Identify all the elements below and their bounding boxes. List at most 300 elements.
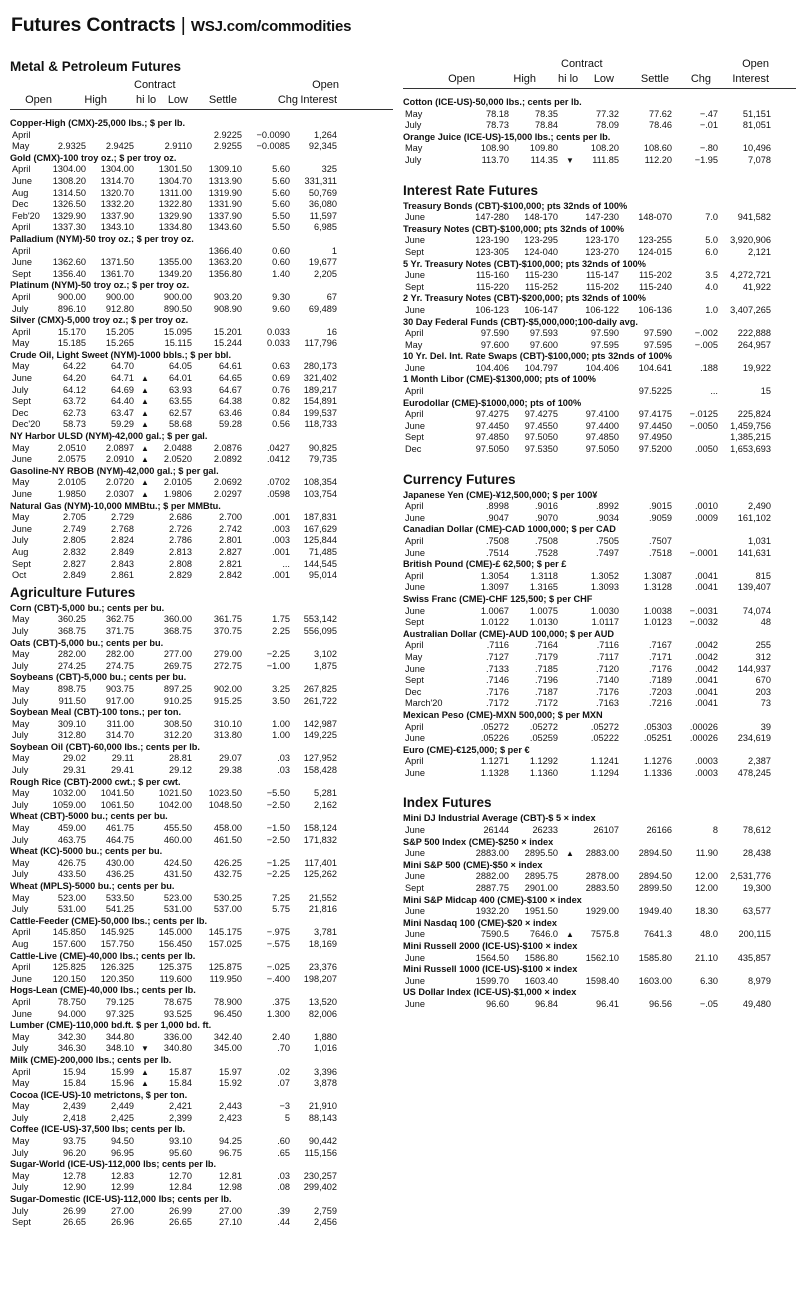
chg-value: −.975 bbox=[266, 927, 290, 938]
low-value: 2.813 bbox=[169, 546, 192, 557]
contract-month: Oct bbox=[12, 570, 27, 581]
contract-title: Crude Oil, Light Sweet (NYM)-1000 bbls.; $ per bbl. bbox=[10, 349, 232, 360]
contract-month: May bbox=[405, 339, 423, 350]
high-value: .9016 bbox=[535, 501, 558, 512]
open-interest-value: 73 bbox=[760, 698, 771, 709]
low-value: 277.00 bbox=[163, 649, 192, 660]
chg-value: −2.50 bbox=[266, 834, 290, 845]
chg-value: −5.50 bbox=[266, 788, 290, 799]
chg-value: 5.0 bbox=[705, 235, 718, 246]
chg-value: 5.60 bbox=[272, 164, 290, 175]
contract-month: July bbox=[12, 799, 29, 810]
high-value: 96.95 bbox=[111, 1147, 134, 1158]
chg-value: .0010 bbox=[695, 501, 718, 512]
open-value: 29.02 bbox=[63, 753, 86, 764]
high-value: 63.47 bbox=[111, 407, 134, 418]
contract-title: British Pound (CME)-£ 62,500; $ per £ bbox=[403, 559, 567, 570]
table-row bbox=[403, 305, 796, 317]
open-interest-value: 321,402 bbox=[303, 373, 337, 384]
contract-month: Aug bbox=[12, 546, 29, 557]
contract-block bbox=[10, 1055, 393, 1090]
open-interest-value: 203 bbox=[755, 686, 771, 697]
low-value: 63.93 bbox=[169, 384, 192, 395]
table-row bbox=[10, 443, 393, 455]
contract-title: Platinum (NYM)-50 troy oz.; $ per troy oz. bbox=[10, 280, 190, 291]
settle-value: .7216 bbox=[649, 698, 672, 709]
open-interest-value: 2,162 bbox=[314, 799, 337, 810]
contract-month: June bbox=[12, 454, 32, 465]
table-row bbox=[10, 893, 393, 905]
table-row bbox=[10, 1101, 393, 1113]
settle-value: 106-136 bbox=[638, 304, 672, 315]
contract-month: April bbox=[12, 1066, 31, 1077]
low-value: 78.09 bbox=[596, 120, 619, 131]
open-value: 2.749 bbox=[63, 523, 86, 534]
contract-block bbox=[403, 860, 796, 895]
high-value: .7179 bbox=[535, 651, 558, 662]
chg-value: 1.00 bbox=[272, 718, 290, 729]
site-link[interactable]: WSJ.com/commodities bbox=[190, 18, 352, 35]
contract-block bbox=[10, 638, 393, 673]
table-row bbox=[10, 626, 393, 638]
open-value: 2.832 bbox=[63, 546, 86, 557]
settle-value: 2.842 bbox=[219, 570, 242, 581]
chg-value: .70 bbox=[277, 1043, 290, 1054]
column-header-high: High bbox=[513, 73, 536, 85]
table-row bbox=[10, 1136, 393, 1148]
open-interest-value: 261,722 bbox=[303, 695, 337, 706]
contract-month: July bbox=[12, 535, 29, 546]
contract-month: May bbox=[12, 823, 30, 834]
contract-month: April bbox=[405, 721, 424, 732]
settle-value: 94.25 bbox=[219, 1136, 242, 1147]
left-column bbox=[10, 56, 393, 1229]
settle-value: 119.950 bbox=[209, 973, 242, 984]
contract-month: Aug bbox=[12, 187, 29, 198]
open-value: 115-160 bbox=[475, 270, 509, 281]
contract-month: May bbox=[12, 857, 30, 868]
settle-value: 458.00 bbox=[213, 823, 242, 834]
high-value: 123-295 bbox=[524, 235, 558, 246]
high-value: 64.70 bbox=[111, 361, 134, 372]
settle-value: 2.700 bbox=[219, 512, 242, 523]
table-row bbox=[403, 328, 796, 340]
contract-month: Sept bbox=[12, 268, 31, 279]
settle-value: 112.20 bbox=[644, 154, 672, 165]
contract-title: Coffee (ICE-US)-37,500 lbs; cents per lb. bbox=[10, 1124, 186, 1135]
high-value: 436.25 bbox=[105, 869, 134, 880]
high-value: 2.849 bbox=[111, 546, 134, 557]
contract-month: July bbox=[405, 154, 422, 165]
open-value: .9047 bbox=[486, 512, 509, 523]
open-value: 15.84 bbox=[63, 1078, 86, 1089]
settle-value: 1313.90 bbox=[208, 175, 242, 186]
table-row bbox=[10, 800, 393, 812]
table-row bbox=[403, 582, 796, 594]
open-interest-value: 2,456 bbox=[314, 1217, 337, 1228]
open-interest-value: 23,376 bbox=[308, 962, 337, 973]
settle-value: 1.3087 bbox=[643, 570, 672, 581]
column-header-open-top: Open bbox=[742, 58, 769, 70]
open-value: 1329.90 bbox=[52, 210, 86, 221]
contract-month: April bbox=[12, 326, 31, 337]
settle-value: 1.0123 bbox=[643, 617, 672, 628]
open-interest-value: 225,824 bbox=[737, 409, 771, 420]
table-row bbox=[10, 477, 393, 489]
high-value: 1361.70 bbox=[100, 268, 134, 279]
contract-title: NY Harbor ULSD (NYM)-42,000 gal.; $ per gal. bbox=[10, 431, 208, 442]
settle-value: 115-202 bbox=[638, 270, 672, 281]
open-value: 64.12 bbox=[63, 384, 86, 395]
table-row bbox=[403, 155, 796, 167]
chg-value: .0427 bbox=[267, 442, 290, 453]
contract-month: May bbox=[12, 788, 30, 799]
contract-month: June bbox=[405, 952, 425, 963]
column-header-hilo: hi lo bbox=[136, 94, 157, 106]
open-interest-value: 264,957 bbox=[737, 339, 771, 350]
open-interest-value: 36,080 bbox=[308, 199, 337, 210]
chg-value: 1.75 bbox=[272, 614, 290, 625]
high-value: 2.861 bbox=[111, 570, 134, 581]
chg-value: .0041 bbox=[695, 698, 718, 709]
open-value: .7127 bbox=[486, 651, 509, 662]
contract-block bbox=[10, 1159, 393, 1194]
contract-month: April bbox=[405, 536, 424, 546]
high-value: 1371.50 bbox=[100, 257, 134, 268]
contract-high-arrow-icon: ▲ bbox=[141, 420, 149, 430]
contract-month: July bbox=[12, 384, 29, 395]
table-row bbox=[403, 652, 796, 664]
contract-block bbox=[403, 293, 796, 316]
contract-month: May bbox=[12, 442, 30, 453]
settle-value: 1585.80 bbox=[638, 952, 672, 963]
settle-value: 64.61 bbox=[219, 361, 242, 372]
open-value: 309.10 bbox=[57, 718, 86, 729]
column-header-interest: Interest bbox=[732, 73, 769, 85]
table-row bbox=[10, 1078, 393, 1090]
low-value: 7575.8 bbox=[590, 929, 619, 940]
table-row bbox=[403, 444, 796, 456]
settle-value: 1337.90 bbox=[208, 210, 242, 221]
high-value: 464.75 bbox=[105, 834, 134, 845]
high-value: 282.00 bbox=[105, 649, 134, 660]
chg-value: 7.0 bbox=[705, 212, 718, 223]
open-value: 29.31 bbox=[63, 765, 86, 776]
table-row bbox=[403, 536, 796, 548]
open-value: .7133 bbox=[486, 663, 509, 674]
chg-value: .003 bbox=[272, 535, 290, 546]
high-value: .05272 bbox=[529, 721, 558, 732]
open-interest-value: 1,016 bbox=[314, 1043, 337, 1054]
table-row bbox=[10, 361, 393, 373]
table-row bbox=[10, 823, 393, 835]
contract-month: May bbox=[12, 477, 30, 488]
high-value: 1337.90 bbox=[100, 210, 134, 221]
table-row bbox=[403, 825, 796, 837]
contract-month: Dec'20 bbox=[12, 419, 41, 430]
high-value: 1304.00 bbox=[100, 164, 134, 175]
high-value: 115-230 bbox=[524, 270, 558, 281]
chg-value: 7.25 bbox=[272, 892, 290, 903]
high-value: 120.350 bbox=[100, 973, 134, 984]
settle-value: 1366.40 bbox=[208, 245, 242, 256]
table-row bbox=[403, 409, 796, 421]
open-interest-value: 3,781 bbox=[314, 927, 337, 938]
contract-month: Sept bbox=[12, 396, 31, 407]
table-row bbox=[10, 1217, 393, 1229]
contract-block bbox=[10, 985, 393, 1020]
settle-value: .7171 bbox=[649, 651, 672, 662]
settle-value: 2.0297 bbox=[213, 489, 242, 499]
contract-month: April bbox=[12, 164, 31, 175]
open-value: 97.590 bbox=[480, 328, 509, 339]
table-row bbox=[10, 188, 393, 200]
contract-block bbox=[403, 594, 796, 629]
contract-title: Mini DJ Industrial Average (CBT)-$ 5 × index bbox=[403, 813, 596, 824]
open-interest-value: 2,759 bbox=[314, 1205, 337, 1216]
chg-value: −.05 bbox=[699, 998, 718, 1009]
open-value: 1.9850 bbox=[57, 489, 86, 499]
open-value: 58.73 bbox=[63, 419, 86, 430]
open-interest-value: 189,217 bbox=[303, 384, 337, 395]
open-interest-value: 267,825 bbox=[303, 683, 337, 694]
contract-high-arrow-icon: ▲ bbox=[141, 443, 149, 453]
table-row bbox=[10, 164, 393, 176]
chg-value: .0042 bbox=[695, 663, 718, 674]
high-value: 1.1292 bbox=[529, 756, 558, 767]
settle-value: 108.60 bbox=[643, 143, 672, 154]
settle-value: 96.75 bbox=[219, 1147, 242, 1158]
open-value: 64.22 bbox=[63, 361, 86, 372]
contract-high-arrow-icon: ▲ bbox=[566, 930, 574, 940]
contract-month: April bbox=[405, 640, 424, 651]
chg-value: 5.60 bbox=[272, 199, 290, 210]
contract-month: June bbox=[405, 733, 425, 744]
open-interest-value: 4,272,721 bbox=[730, 270, 771, 281]
settle-value: 530.25 bbox=[213, 892, 242, 903]
low-value: 119.600 bbox=[159, 973, 192, 984]
chg-value: 48.0 bbox=[700, 929, 718, 940]
table-row bbox=[10, 524, 393, 536]
column-header-chg: Chg bbox=[690, 73, 711, 85]
table-row bbox=[10, 269, 393, 281]
settle-value: 7641.3 bbox=[643, 929, 672, 940]
high-value: 2,449 bbox=[111, 1101, 134, 1112]
contract-block bbox=[10, 280, 393, 315]
chg-value: 0.56 bbox=[272, 419, 290, 430]
high-value: 97.600 bbox=[529, 339, 558, 350]
open-interest-value: 19,677 bbox=[308, 257, 337, 268]
contract-block bbox=[10, 951, 393, 986]
chg-value: 4.0 bbox=[705, 281, 718, 292]
chg-value: .08 bbox=[277, 1182, 290, 1193]
table-row bbox=[403, 143, 796, 155]
high-value: .7164 bbox=[535, 640, 558, 651]
open-value: 2,439 bbox=[63, 1101, 86, 1112]
contract-high-arrow-icon: ▲ bbox=[141, 490, 149, 499]
chg-value: ... bbox=[282, 558, 290, 569]
contract-month: Sept bbox=[405, 281, 424, 292]
settle-value: 279.00 bbox=[213, 649, 242, 660]
chg-value: 0.63 bbox=[272, 361, 290, 372]
contract-high-arrow-icon: ▲ bbox=[566, 849, 574, 859]
open-value: 78.73 bbox=[486, 120, 509, 131]
low-value: .8992 bbox=[596, 501, 619, 512]
table-row bbox=[403, 501, 796, 513]
table-row bbox=[403, 340, 796, 352]
open-value: 123-190 bbox=[475, 235, 509, 246]
open-value: 531.00 bbox=[57, 904, 86, 915]
contract-block bbox=[10, 466, 393, 501]
settle-value: 908.90 bbox=[213, 303, 242, 314]
chg-value: −2.25 bbox=[266, 649, 290, 660]
contract-title: Natural Gas (NYM)-10,000 MMBtu.; $ per MMBtu. bbox=[10, 500, 221, 511]
open-interest-value: 41,922 bbox=[742, 281, 771, 292]
chg-value: .44 bbox=[277, 1217, 290, 1228]
settle-value: 310.10 bbox=[213, 718, 242, 729]
chg-value: .60 bbox=[277, 1136, 290, 1147]
chg-value: 5.75 bbox=[272, 904, 290, 915]
high-value: 2.824 bbox=[111, 535, 134, 546]
open-interest-value: 198,207 bbox=[303, 973, 337, 984]
low-value: 1334.80 bbox=[158, 222, 192, 233]
low-value: 424.50 bbox=[163, 857, 192, 868]
settle-value: 59.28 bbox=[219, 419, 242, 430]
low-value: 63.55 bbox=[169, 396, 192, 407]
table-row bbox=[10, 246, 393, 258]
contract-month: June bbox=[405, 767, 425, 778]
high-value: 1.3165 bbox=[529, 582, 558, 593]
high-value: .7172 bbox=[535, 698, 558, 709]
contract-block bbox=[403, 837, 796, 860]
open-interest-value: 167,629 bbox=[303, 523, 337, 534]
high-value: 461.75 bbox=[105, 823, 134, 834]
open-interest-value: 478,245 bbox=[737, 767, 771, 778]
high-value: 26.96 bbox=[111, 1217, 134, 1228]
open-interest-value: 15 bbox=[760, 386, 771, 397]
column-header bbox=[10, 77, 393, 118]
chg-value: 2.25 bbox=[272, 625, 290, 636]
contract-month: June bbox=[12, 257, 32, 268]
chg-value: .0003 bbox=[695, 756, 718, 767]
section-title: Index Futures bbox=[403, 795, 492, 811]
settle-value: 97.4950 bbox=[638, 432, 672, 443]
settle-value: 1331.90 bbox=[208, 199, 242, 210]
contract-high-arrow-icon: ▲ bbox=[141, 397, 149, 407]
high-value: 2.0897 bbox=[105, 442, 134, 453]
contract-month: June bbox=[405, 871, 425, 882]
chg-value: .0598 bbox=[267, 489, 290, 499]
section-title: Interest Rate Futures bbox=[403, 182, 539, 198]
open-value: 312.80 bbox=[57, 730, 86, 741]
low-value: 1311.00 bbox=[159, 187, 192, 198]
low-value: 523.00 bbox=[163, 892, 192, 903]
high-value: 1586.80 bbox=[524, 952, 558, 963]
chg-value: .0041 bbox=[695, 686, 718, 697]
low-value: 336.00 bbox=[163, 1031, 192, 1042]
contract-month: July bbox=[12, 303, 29, 314]
open-interest-value: 8,979 bbox=[748, 975, 771, 986]
settle-value: 125.875 bbox=[208, 962, 242, 973]
contract-month: April bbox=[405, 409, 424, 420]
contract-block bbox=[403, 559, 796, 594]
chg-value: −.0050 bbox=[689, 420, 718, 431]
settle-value: 97.595 bbox=[643, 339, 672, 350]
contract-title: Japanese Yen (CME)-¥12,500,000; $ per 100¥ bbox=[403, 489, 598, 500]
page-title: Futures Contracts | WSJ.com/commodities bbox=[11, 14, 352, 36]
table-row bbox=[403, 571, 796, 583]
contract-title: Mexican Peso (CME)-MXN 500,000; $ per MXN bbox=[403, 709, 603, 720]
chg-value: .65 bbox=[277, 1147, 290, 1158]
open-value: 1.1271 bbox=[480, 756, 509, 767]
low-value: 64.05 bbox=[169, 361, 192, 372]
open-value: .7172 bbox=[486, 698, 509, 709]
open-interest-value: 1 bbox=[331, 245, 337, 256]
low-value: .7505 bbox=[596, 536, 619, 546]
contract-month: June bbox=[405, 270, 425, 281]
open-interest-value: 158,428 bbox=[303, 765, 337, 776]
settle-value: .05303 bbox=[643, 721, 672, 732]
low-value: 1042.00 bbox=[158, 799, 192, 810]
settle-value: 432.75 bbox=[213, 869, 242, 880]
settle-value: 915.25 bbox=[213, 695, 242, 706]
low-value: 531.00 bbox=[163, 904, 192, 915]
open-value: 1564.50 bbox=[475, 952, 509, 963]
contract-title: Wheat (CBT)-5000 bu.; cents per bu. bbox=[10, 811, 168, 822]
low-value: 2878.00 bbox=[585, 871, 619, 882]
high-value: 533.50 bbox=[105, 892, 134, 903]
open-value: 2.849 bbox=[63, 570, 86, 581]
table-row bbox=[10, 684, 393, 696]
open-value: 93.75 bbox=[63, 1136, 86, 1147]
low-value: 26107 bbox=[593, 825, 619, 836]
high-value: 26233 bbox=[532, 825, 558, 836]
low-value: .7117 bbox=[596, 651, 619, 662]
chg-value: −1.95 bbox=[694, 154, 718, 165]
table-row bbox=[403, 386, 796, 398]
high-value: .7528 bbox=[535, 547, 558, 558]
contract-title: 10 Yr. Del. Int. Rate Swaps (CBT)-$100,000; pts 32nds of 100% bbox=[403, 351, 672, 362]
settle-value: 2.0692 bbox=[213, 477, 242, 488]
open-value: 62.73 bbox=[63, 407, 86, 418]
open-value: 2887.75 bbox=[475, 883, 509, 894]
open-value: 123-305 bbox=[475, 246, 509, 257]
table-row bbox=[10, 904, 393, 916]
low-value: 15.87 bbox=[169, 1066, 192, 1077]
contract-block bbox=[403, 259, 796, 294]
low-value: 93.525 bbox=[163, 1008, 192, 1019]
high-value: 917.00 bbox=[105, 695, 134, 706]
low-value: .7176 bbox=[596, 686, 619, 697]
contract-title: Eurodollar (CME)-$1000,000; pts of 100% bbox=[403, 397, 582, 408]
chg-value: 9.60 bbox=[272, 303, 290, 314]
high-value: 314.70 bbox=[105, 730, 134, 741]
open-value: 2.827 bbox=[63, 558, 86, 569]
contract-month: May bbox=[405, 143, 423, 154]
low-value: .7116 bbox=[596, 640, 619, 651]
settle-value: 2.9255 bbox=[213, 141, 242, 152]
high-value: 1041.50 bbox=[100, 788, 134, 799]
table-row bbox=[10, 130, 393, 142]
chg-value: .00026 bbox=[689, 733, 718, 744]
chg-value: 5.50 bbox=[272, 222, 290, 233]
high-value: 15.205 bbox=[105, 326, 134, 337]
chg-value: .375 bbox=[272, 996, 290, 1007]
high-value: 362.75 bbox=[105, 614, 134, 625]
settle-value: .7507 bbox=[649, 536, 672, 546]
low-value: .7140 bbox=[596, 675, 619, 686]
open-interest-value: 18,169 bbox=[308, 938, 337, 949]
